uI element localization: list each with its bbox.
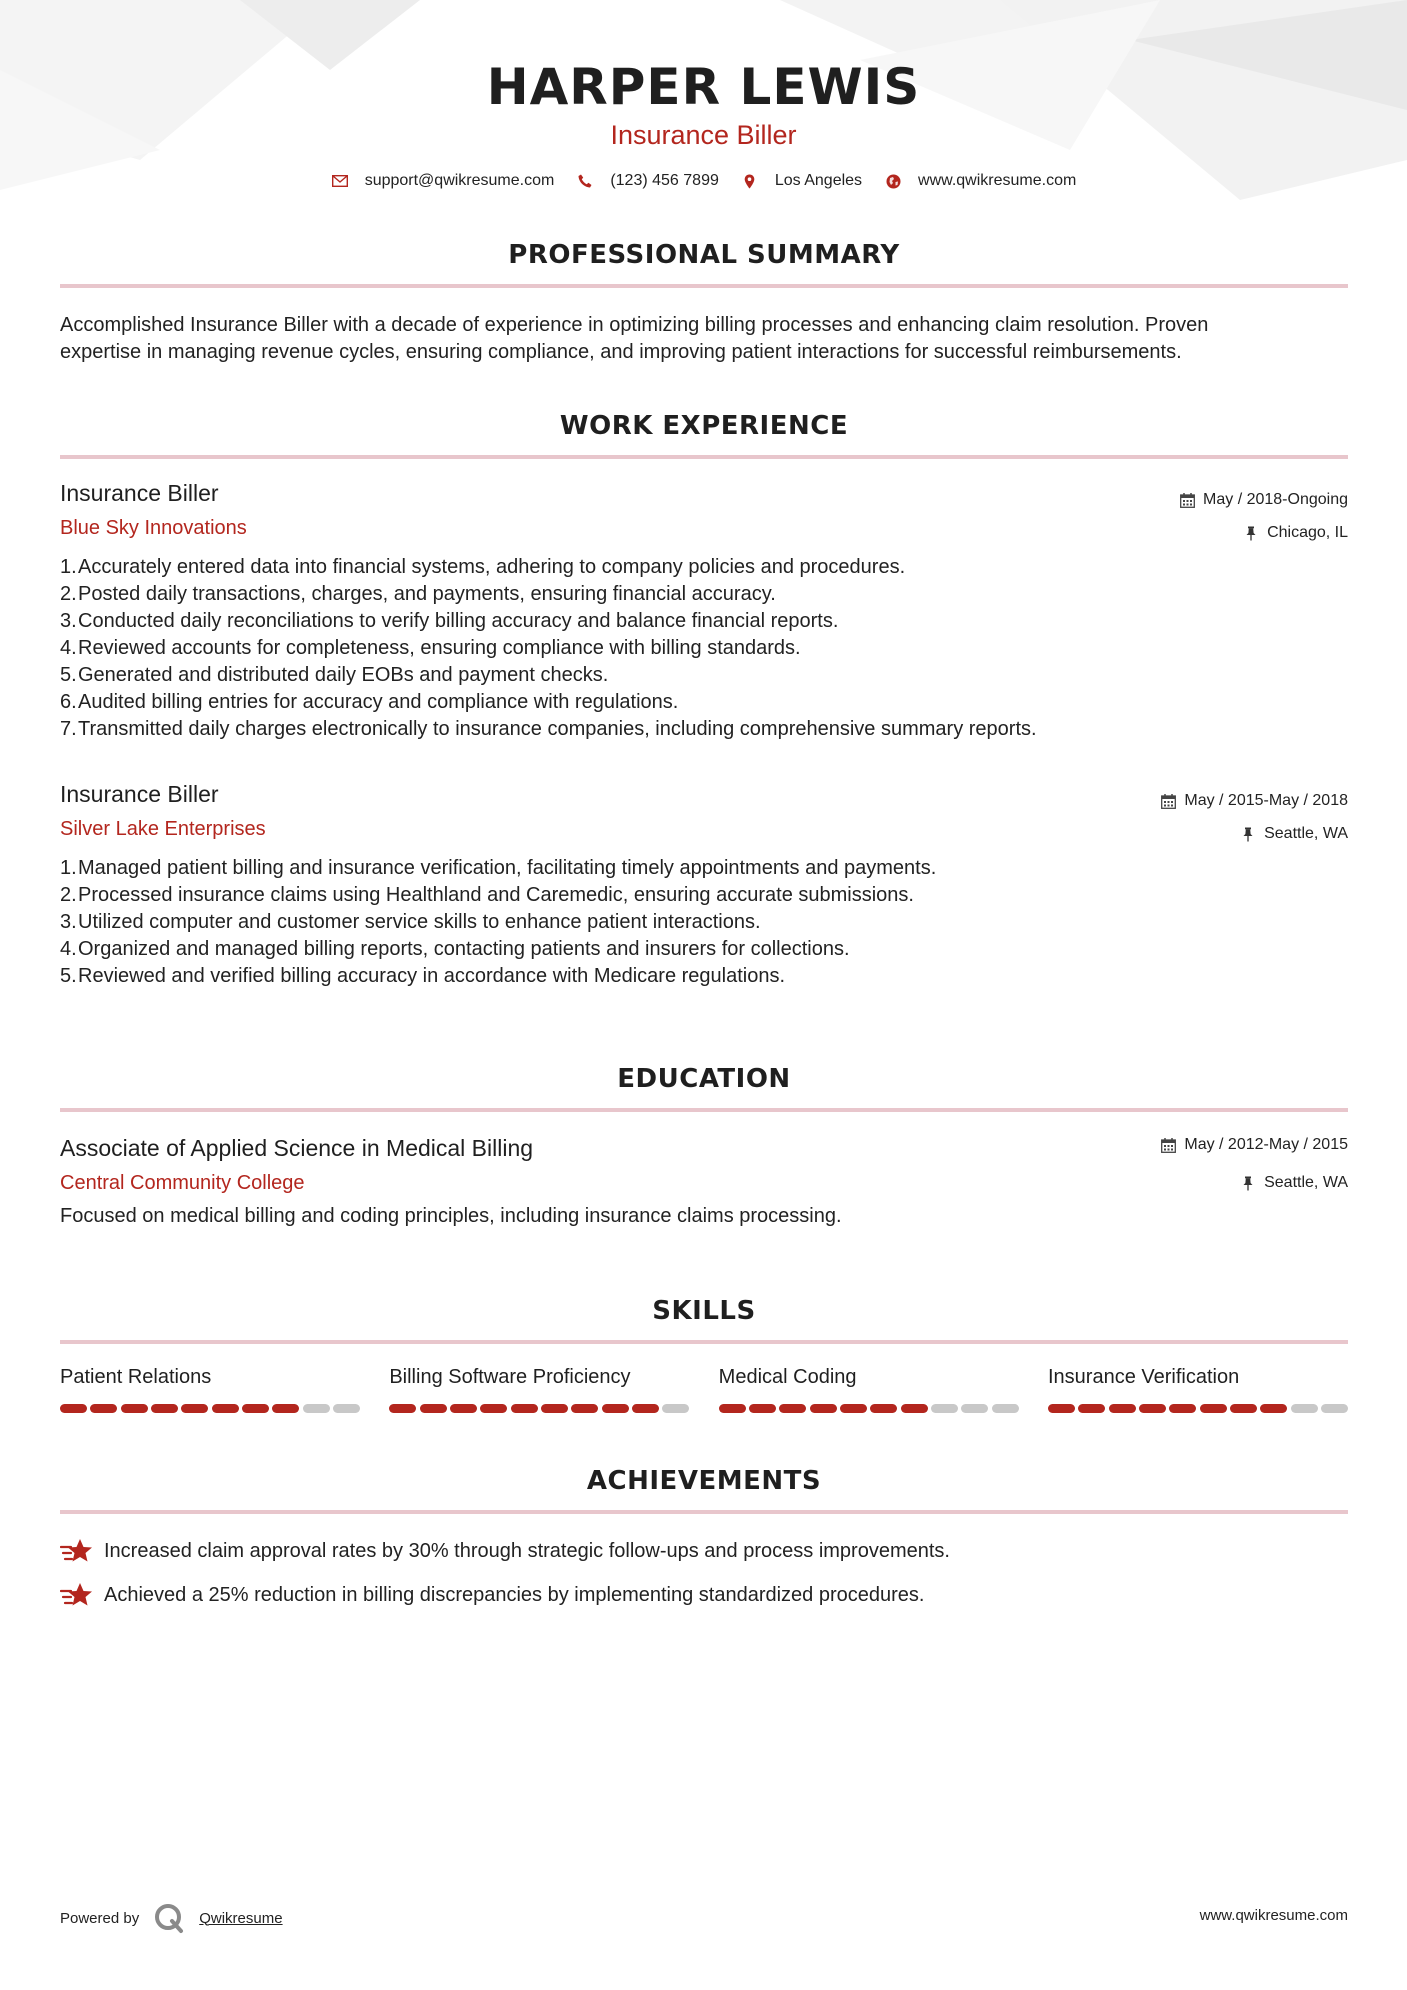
skill-level-bar xyxy=(60,1404,360,1413)
skill-segment-filled xyxy=(389,1404,416,1413)
skill-segment-filled xyxy=(480,1404,507,1413)
experience-heading: WORK EXPERIENCE xyxy=(559,411,849,441)
bullet-text: Transmitted daily charges electronically to insurance companies, including comprehensive summary reports. xyxy=(78,718,1037,740)
summary-line-1: Accomplished Insurance Biller with a decade of experience in optimizing billing processes and enhancing claim resolution. Proven xyxy=(60,314,1209,336)
education-description: Focused on medical billing and coding principles, including insurance claims processing. xyxy=(60,1205,842,1227)
job-meta xyxy=(1160,791,1348,844)
education-location xyxy=(1160,1173,1348,1193)
candidate-name: HARPER LEWIS xyxy=(486,58,921,116)
skill-segment-filled xyxy=(60,1404,87,1413)
bullet-text: Generated and distributed daily EOBs and payment checks. xyxy=(78,664,609,686)
skill-segment-filled xyxy=(779,1404,806,1413)
job-entry xyxy=(60,781,1348,990)
contact-website-text: www.qwikresume.com xyxy=(918,172,1077,189)
contact-phone-text: (123) 456 7899 xyxy=(610,172,719,189)
globe-icon xyxy=(884,172,902,190)
job-title: Insurance Biller xyxy=(60,781,219,807)
list-item: 2. Posted daily transactions, charges, and payments, ensuring financial accuracy. xyxy=(60,581,1348,608)
section-divider xyxy=(60,1340,1348,1344)
shooting-star-icon xyxy=(60,1536,94,1566)
skill-name: Billing Software Proficiency xyxy=(389,1366,631,1388)
school-name: Central Community College xyxy=(60,1172,305,1194)
skill-segment-empty xyxy=(961,1404,988,1413)
skill-segment-empty xyxy=(931,1404,958,1413)
calendar-icon xyxy=(1160,793,1176,809)
education-location-text: Seattle, WA xyxy=(1264,1174,1348,1191)
skill-segment-filled xyxy=(121,1404,148,1413)
skill-segment-filled xyxy=(749,1404,776,1413)
skill-segment-filled xyxy=(272,1404,299,1413)
pushpin-icon xyxy=(1240,826,1256,842)
skill-segment-filled xyxy=(242,1404,269,1413)
summary-section xyxy=(60,240,1348,366)
achievement-text: Achieved a 25% reduction in billing discrepancies by implementing standardized procedures. xyxy=(104,1583,925,1606)
job-company: Silver Lake Enterprises xyxy=(60,818,266,840)
skill-segment-empty xyxy=(662,1404,689,1413)
summary-text xyxy=(60,312,1348,366)
list-item: 4. Reviewed accounts for completeness, ensuring compliance with billing standards. xyxy=(60,635,1348,662)
calendar-icon xyxy=(1179,492,1195,508)
degree-title: Associate of Applied Science in Medical Billing xyxy=(60,1135,534,1161)
list-item: 3. Conducted daily reconciliations to verify billing accuracy and balance financial reports. xyxy=(60,608,1348,635)
bullet-text: Utilized computer and customer service skills to enhance patient interactions. xyxy=(78,911,761,933)
contact-location xyxy=(741,172,862,190)
job-location-text: Chicago, IL xyxy=(1267,524,1348,541)
section-divider xyxy=(60,455,1348,459)
skill-segment-empty xyxy=(303,1404,330,1413)
summary-heading: PROFESSIONAL SUMMARY xyxy=(508,240,900,270)
skill-segment-filled xyxy=(1109,1404,1136,1413)
job-entry xyxy=(60,480,1348,743)
skill-name: Medical Coding xyxy=(718,1366,857,1388)
achievement-item xyxy=(60,1580,1348,1610)
phone-icon xyxy=(576,172,594,190)
skill-segment-empty xyxy=(333,1404,360,1413)
bullet-text: Audited billing entries for accuracy and compliance with regulations. xyxy=(78,691,679,713)
skill-level-bar xyxy=(719,1404,1019,1413)
qwikresume-logo-icon xyxy=(153,1902,185,1934)
skill-segment-filled xyxy=(1260,1404,1287,1413)
contact-email-text: support@qwikresume.com xyxy=(364,172,555,189)
skill-segment-filled xyxy=(810,1404,837,1413)
skill-segment-filled xyxy=(450,1404,477,1413)
skill-item xyxy=(60,1366,360,1413)
pushpin-icon xyxy=(1243,525,1259,541)
skill-segment-filled xyxy=(541,1404,568,1413)
education-section xyxy=(60,1064,1348,1112)
bullet-text: Processed insurance claims using Healthland and Caremedic, ensuring accurate submissions. xyxy=(78,884,914,906)
skill-segment-filled xyxy=(1048,1404,1075,1413)
achievements-section xyxy=(60,1466,1348,1514)
skills-section xyxy=(60,1296,1348,1344)
skill-segment-filled xyxy=(602,1404,629,1413)
job-meta xyxy=(1179,490,1348,543)
education-entry xyxy=(60,1135,1348,1230)
skill-segment-filled xyxy=(571,1404,598,1413)
envelope-icon xyxy=(331,172,349,190)
skill-segment-filled xyxy=(840,1404,867,1413)
job-bullets xyxy=(60,554,1348,743)
contact-website[interactable] xyxy=(884,172,1076,190)
section-divider xyxy=(60,1108,1348,1112)
skill-segment-filled xyxy=(1139,1404,1166,1413)
shooting-star-icon xyxy=(60,1580,94,1610)
achievement-text: Increased claim approval rates by 30% through strategic follow-ups and process improvements. xyxy=(104,1539,950,1562)
job-dates xyxy=(1160,791,1348,811)
section-divider xyxy=(60,284,1348,288)
job-dates xyxy=(1179,490,1348,510)
list-item: 2. Processed insurance claims using Healthland and Caremedic, ensuring accurate submissions. xyxy=(60,882,1348,909)
list-item: 1. Accurately entered data into financial systems, adhering to company policies and procedures. xyxy=(60,554,1348,581)
skill-item xyxy=(719,1366,1019,1413)
education-heading: EDUCATION xyxy=(617,1064,791,1094)
list-item: 5. Reviewed and verified billing accuracy in accordance with Medicare regulations. xyxy=(60,963,1348,990)
skill-segment-filled xyxy=(870,1404,897,1413)
skill-segment-filled xyxy=(1230,1404,1257,1413)
skills-list xyxy=(60,1366,1348,1413)
bullet-text: Conducted daily reconciliations to verify billing accuracy and balance financial reports. xyxy=(78,610,839,632)
skill-segment-filled xyxy=(420,1404,447,1413)
contact-phone[interactable] xyxy=(576,172,719,190)
skill-level-bar xyxy=(389,1404,689,1413)
section-divider xyxy=(60,1510,1348,1514)
bullet-text: Accurately entered data into financial systems, adhering to company policies and procedures. xyxy=(78,556,906,578)
skill-segment-filled xyxy=(90,1404,117,1413)
education-dates-text: May / 2012-May / 2015 xyxy=(1184,1136,1348,1153)
bullet-text: Reviewed and verified billing accuracy in accordance with Medicare regulations. xyxy=(78,965,786,987)
skill-segment-filled xyxy=(212,1404,239,1413)
achievements-heading: ACHIEVEMENTS xyxy=(586,1466,822,1496)
job-company: Blue Sky Innovations xyxy=(60,517,247,539)
list-item: 5. Generated and distributed daily EOBs and payment checks. xyxy=(60,662,1348,689)
skill-segment-filled xyxy=(511,1404,538,1413)
job-title: Insurance Biller xyxy=(60,480,219,506)
list-item: 7. Transmitted daily charges electronically to insurance companies, including comprehensive summary reports. xyxy=(60,716,1348,743)
achievement-item xyxy=(60,1536,1348,1566)
map-pin-icon xyxy=(741,172,759,190)
education-dates xyxy=(1160,1135,1348,1155)
bullet-text: Organized and managed billing reports, contacting patients and insurers for collections. xyxy=(78,938,850,960)
skill-segment-filled xyxy=(1200,1404,1227,1413)
skill-name: Patient Relations xyxy=(60,1366,212,1388)
contact-location-text: Los Angeles xyxy=(774,172,863,189)
list-item: 1. Managed patient billing and insurance verification, facilitating timely appointments and payments. xyxy=(60,855,1348,882)
list-item: 6. Audited billing entries for accuracy and compliance with regulations. xyxy=(60,689,1348,716)
skill-level-bar xyxy=(1048,1404,1348,1413)
skills-heading: SKILLS xyxy=(652,1296,756,1326)
bullet-text: Posted daily transactions, charges, and payments, ensuring financial accuracy. xyxy=(78,583,776,605)
skill-item xyxy=(1048,1366,1348,1413)
job-location xyxy=(1179,523,1348,543)
skill-name: Insurance Verification xyxy=(1047,1366,1240,1388)
skill-segment-filled xyxy=(1078,1404,1105,1413)
skill-segment-empty xyxy=(1291,1404,1318,1413)
contact-email[interactable] xyxy=(331,172,555,190)
skill-segment-filled xyxy=(1169,1404,1196,1413)
skill-segment-empty xyxy=(1321,1404,1348,1413)
skill-segment-filled xyxy=(151,1404,178,1413)
bullet-text: Reviewed accounts for completeness, ensuring compliance with billing standards. xyxy=(78,637,801,659)
job-dates-text: May / 2015-May / 2018 xyxy=(1184,792,1348,809)
job-dates-text: May / 2018-Ongoing xyxy=(1203,491,1348,508)
list-item: 3. Utilized computer and customer service skills to enhance patient interactions. xyxy=(60,909,1348,936)
job-location-text: Seattle, WA xyxy=(1264,825,1348,842)
footer-powered-by xyxy=(60,1902,283,1934)
brand-link[interactable]: Qwikresume xyxy=(199,1909,283,1927)
job-bullets xyxy=(60,855,1348,990)
list-item: 4. Organized and managed billing reports, contacting patients and insurers for collections. xyxy=(60,936,1348,963)
summary-line-2: expertise in managing revenue cycles, ensuring compliance, and improving patient interactions for successful reimbursements. xyxy=(60,341,1182,363)
powered-by-label: Powered by xyxy=(60,1909,140,1927)
calendar-icon xyxy=(1160,1137,1176,1153)
candidate-role: Insurance Biller xyxy=(610,120,797,150)
job-location xyxy=(1160,824,1348,844)
skill-segment-filled xyxy=(901,1404,928,1413)
pushpin-icon xyxy=(1240,1175,1256,1191)
skill-segment-filled xyxy=(719,1404,746,1413)
experience-section xyxy=(60,411,1348,459)
skill-segment-empty xyxy=(992,1404,1019,1413)
contact-bar xyxy=(0,172,1407,190)
skill-segment-filled xyxy=(632,1404,659,1413)
bullet-text: Managed patient billing and insurance verification, facilitating timely appointments and payments. xyxy=(78,857,937,879)
skill-segment-filled xyxy=(181,1404,208,1413)
footer-website[interactable]: www.qwikresume.com xyxy=(1199,1907,1348,1924)
education-meta xyxy=(1160,1135,1348,1193)
skill-item xyxy=(389,1366,689,1413)
